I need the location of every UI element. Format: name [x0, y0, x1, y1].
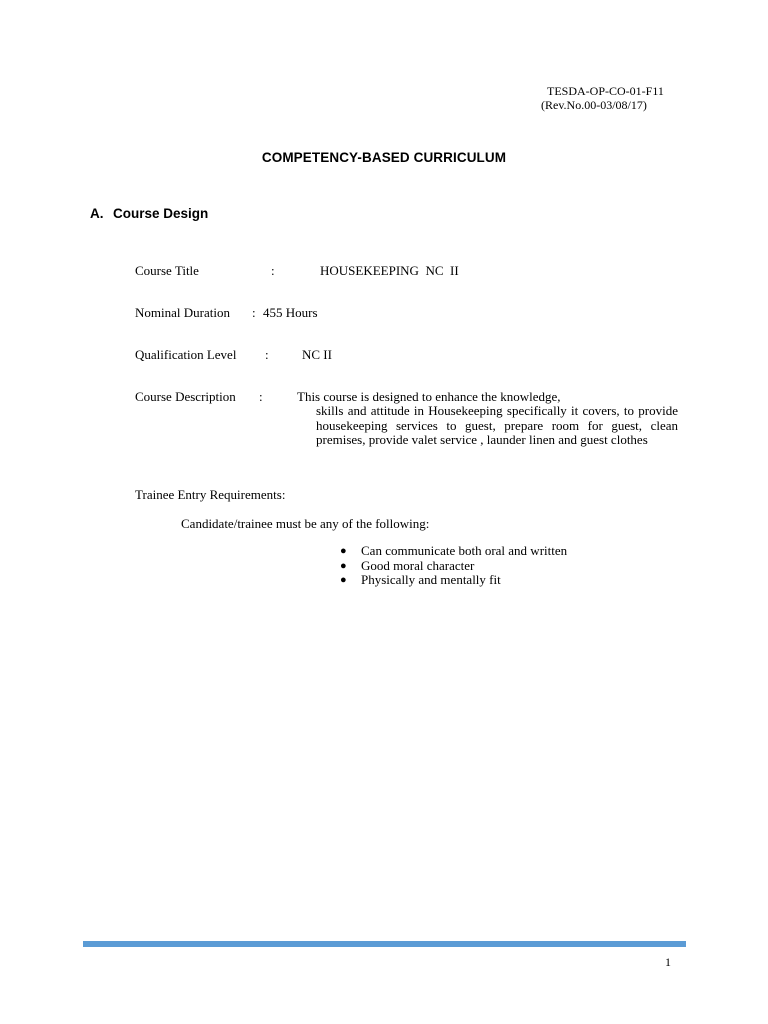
bullet-icon: ●: [340, 559, 347, 572]
list-item-text: Can communicate both oral and written: [361, 543, 568, 558]
course-title-label: Course Title: [135, 263, 199, 278]
qualification-level-colon: :: [265, 347, 269, 362]
nominal-duration-label: Nominal Duration: [135, 305, 230, 320]
entry-requirements-label: Trainee Entry Requirements:: [135, 487, 286, 502]
qualification-level-value: NC II: [302, 347, 332, 362]
nominal-duration-colon: :: [252, 305, 256, 320]
course-title-colon: :: [271, 263, 275, 278]
bullet-icon: ●: [340, 545, 347, 557]
document-code: TESDA-OP-CO-01-F11: [547, 84, 664, 98]
page-title: COMPETENCY-BASED CURRICULUM: [261, 150, 507, 165]
nominal-duration-value: 455 Hours: [263, 305, 318, 320]
document-revision: (Rev.No.00-03/08/17): [541, 98, 647, 112]
course-description-label: Course Description: [135, 389, 236, 404]
section-heading-text: Course Design: [113, 206, 209, 221]
list-item-text: Physically and mentally fit: [361, 572, 501, 588]
footer-divider: [83, 941, 686, 947]
qualification-level-label: Qualification Level: [135, 347, 237, 362]
course-description-body: skills and attitude in Housekeeping specifically it covers, to provide housekeeping services to guest, prepare room for guest, clean premises, provide valet service , launder linen and guest clothes: [316, 403, 678, 448]
list-item-text: Good moral character: [361, 557, 475, 573]
course-description-first-line: This course is designed to enhance the knowledge,: [297, 389, 561, 404]
list-item: [336, 573, 567, 588]
section-letter: A.: [90, 206, 104, 221]
page-number: 1: [665, 955, 671, 969]
entry-requirements-intro: Candidate/trainee must be any of the following:: [181, 516, 430, 531]
list-item: [336, 559, 567, 574]
bullet-icon: ●: [340, 574, 347, 587]
list-item: [336, 544, 567, 559]
section-heading: [90, 206, 208, 221]
course-title-value: HOUSEKEEPING NC II: [320, 263, 459, 278]
entry-requirements-list: [336, 544, 567, 588]
course-description-colon: :: [259, 389, 263, 404]
